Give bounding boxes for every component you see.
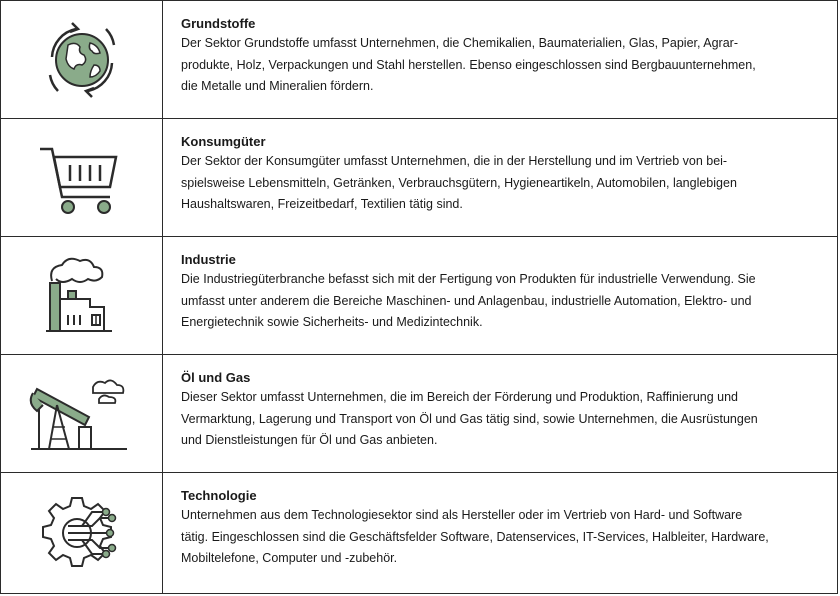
sector-title: Grundstoffe [181,16,256,31]
sector-title: Öl und Gas [181,370,251,385]
text-cell [181,132,821,216]
desc-line: tätig. Eingeschlossen sind die Geschäftsfelder Software, Datenservices, IT-Services, Halbleiter, Hardware, [181,529,769,544]
recycling-globe-icon [32,15,132,105]
desc-line: Der Sektor Grundstoffe umfasst Unternehmen, die Chemikalien, Baumaterialien, Glas, Papier, Agrar- [181,36,738,50]
text-cell [181,250,821,334]
icon-cell [1,237,163,354]
sector-row-industrie [1,237,837,355]
desc-line: Mobiltelefone, Computer und -zubehör. [181,551,398,565]
sector-description [181,269,821,334]
desc-line: und Dienstleistungen für Öl und Gas anbieten. [181,433,438,447]
circuit-gear-icon [32,488,132,578]
icon-cell [1,473,163,593]
desc-line: Die Industriegüterbranche befasst sich mit der Fertigung von Produkten für industrielle Verwendung. Sie [181,272,756,286]
desc-line: Dieser Sektor umfasst Unternehmen, die im Bereich der Förderung und Produktion, Raffinierung und [181,390,739,404]
desc-line: die Metalle und Mineralien fördern. [181,79,374,93]
sector-description [181,387,821,452]
oil-pump-icon [27,369,137,459]
desc-line: Haushaltswaren, Freizeitbedarf, Textilien tätig sind. [181,197,463,211]
desc-line: spielsweise Lebensmitteln, Getränken, Verbrauchsgütern, Hygieneartikeln, Automobilen, langlebigen [181,175,737,190]
shopping-cart-icon [32,133,132,223]
text-cell [181,486,821,570]
sector-description [181,151,821,216]
sector-title: Konsumgüter [181,134,266,149]
desc-line: Vermarktung, Lagerung und Transport von Öl und Gas tätig sind, sowie Unternehmen, die Ausrüstungen [181,411,758,426]
icon-cell [1,1,163,118]
sector-description [181,33,821,98]
sector-row-konsumgueter [1,119,837,237]
sector-title: Technologie [181,488,257,503]
sector-row-grundstoffe [1,1,837,119]
sector-description [181,505,821,570]
desc-line: umfasst unter anderem die Bereiche Maschinen- und Anlagenbau, industrielle Automation, Elektro- und [181,293,752,308]
sector-row-technologie [1,473,837,593]
desc-line: Unternehmen aus dem Technologiesektor sind als Hersteller oder im Vertrieb von Hard- und Software [181,508,743,522]
desc-line: produkte, Holz, Verpackungen und Stahl herstellen. Ebenso eingeschlossen sind Bergbauunternehmen, [181,57,756,72]
icon-cell [1,355,163,472]
desc-line: Energietechnik sowie Sicherheits- und Medizintechnik. [181,315,483,329]
icon-cell [1,119,163,236]
desc-line: Der Sektor der Konsumgüter umfasst Unternehmen, die in der Herstellung und im Vertrieb von bei- [181,154,728,168]
text-cell [181,14,821,98]
sector-title: Industrie [181,252,236,267]
text-cell [181,368,821,452]
factory-icon [32,251,132,341]
sector-row-oel-und-gas [1,355,837,473]
